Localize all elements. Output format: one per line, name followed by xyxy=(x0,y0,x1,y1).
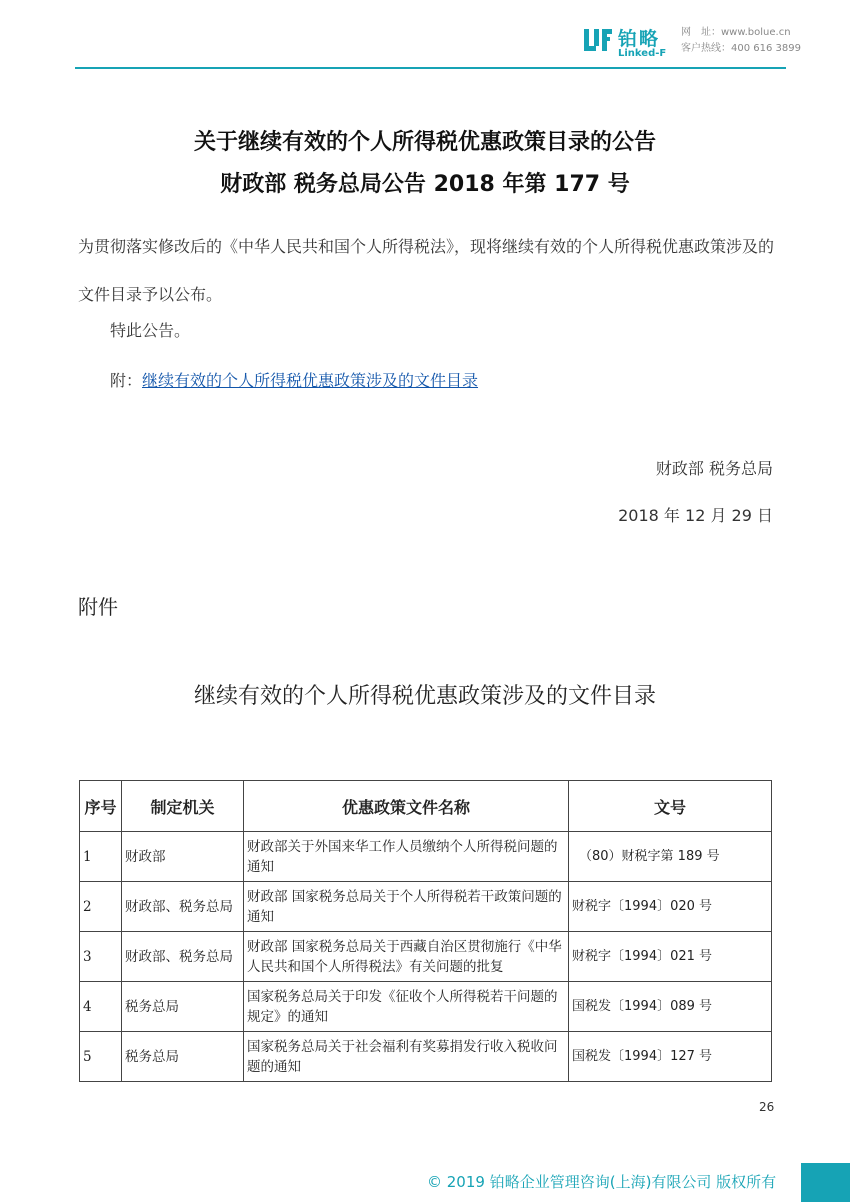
cell-seq: 1 xyxy=(80,832,122,882)
cell-doc-number: 国税发〔1994〕127 号 xyxy=(569,1032,772,1082)
cell-seq: 3 xyxy=(80,932,122,982)
header-divider xyxy=(75,67,786,69)
cell-doc-name: 财政部 国家税务总局关于西藏自治区贯彻施行《中华人民共和国个人所得税法》有关问题的批复 xyxy=(244,932,569,982)
attachment-link[interactable]: 继续有效的个人所得税优惠政策涉及的文件目录 xyxy=(142,371,479,390)
annex-label: 附件 xyxy=(78,595,118,619)
header-doc-number: 文号 xyxy=(569,781,772,832)
cell-authority: 税务总局 xyxy=(122,1032,244,1082)
copyright-text: © 2019 铂略企业管理咨询(上海)有限公司 版权所有 xyxy=(427,1173,777,1191)
cell-doc-name: 国家税务总局关于社会福利有奖募捐发行收入税收问题的通知 xyxy=(244,1032,569,1082)
table-row xyxy=(80,882,772,932)
table-row xyxy=(80,982,772,1032)
cell-doc-name: 财政部关于外国来华工作人员缴纳个人所得税问题的通知 xyxy=(244,832,569,882)
document-subtitle: 财政部 税务总局公告 2018 年第 177 号 xyxy=(220,172,630,197)
cell-seq: 4 xyxy=(80,982,122,1032)
cell-doc-number: 财税字〔1994〕021 号 xyxy=(569,932,772,982)
logo-mark-icon xyxy=(583,26,613,56)
website-text: 网 址：www.bolue.cn xyxy=(681,27,791,38)
table-row xyxy=(80,832,772,882)
cell-seq: 2 xyxy=(80,882,122,932)
attachment-prefix: 附： xyxy=(110,371,143,390)
footer-corner-block xyxy=(801,1163,850,1202)
list-title: 继续有效的个人所得税优惠政策涉及的文件目录 xyxy=(193,684,656,709)
header-authority: 制定机关 xyxy=(122,781,244,832)
page-number: 26 xyxy=(759,1100,775,1114)
cell-authority: 财政部、税务总局 xyxy=(122,882,244,932)
special-notice: 特此公告。 xyxy=(110,321,191,340)
cell-authority: 税务总局 xyxy=(122,982,244,1032)
signer-text: 财政部 税务总局 xyxy=(655,459,773,478)
cell-doc-name: 国家税务总局关于印发《征收个人所得税若干问题的规定》的通知 xyxy=(244,982,569,1032)
logo-chinese-text: 铂略 xyxy=(618,28,661,50)
cell-doc-number: 财税字〔1994〕020 号 xyxy=(569,882,772,932)
header-doc-name: 优惠政策文件名称 xyxy=(244,781,569,832)
logo-english-text: Linked-F xyxy=(618,48,667,59)
table-row xyxy=(80,1032,772,1082)
header-seq: 序号 xyxy=(80,781,122,832)
policy-table xyxy=(79,780,772,1082)
cell-authority: 财政部、税务总局 xyxy=(122,932,244,982)
contact-info xyxy=(681,25,801,57)
cell-doc-name: 财政部 国家税务总局关于个人所得税若干政策问题的通知 xyxy=(244,882,569,932)
hotline-text: 客户热线：400 616 3899 xyxy=(681,43,801,54)
attachment-line xyxy=(110,368,478,391)
document-title: 关于继续有效的个人所得税优惠政策目录的公告 xyxy=(193,130,656,155)
cell-doc-number: 国税发〔1994〕089 号 xyxy=(569,982,772,1032)
cell-authority: 财政部 xyxy=(122,832,244,882)
cell-seq: 5 xyxy=(80,1032,122,1082)
cell-doc-number: （80）财税字第 189 号 xyxy=(569,832,772,882)
table-row xyxy=(80,932,772,982)
brand-logo xyxy=(583,24,673,60)
table-header-row xyxy=(80,781,772,832)
intro-paragraph: 为贯彻落实修改后的《中华人民共和国个人所得税法》，现将继续有效的个人所得税优惠政策涉及的文件目录予以公布。 xyxy=(78,237,775,304)
date-text: 2018 年 12 月 29 日 xyxy=(618,506,773,525)
